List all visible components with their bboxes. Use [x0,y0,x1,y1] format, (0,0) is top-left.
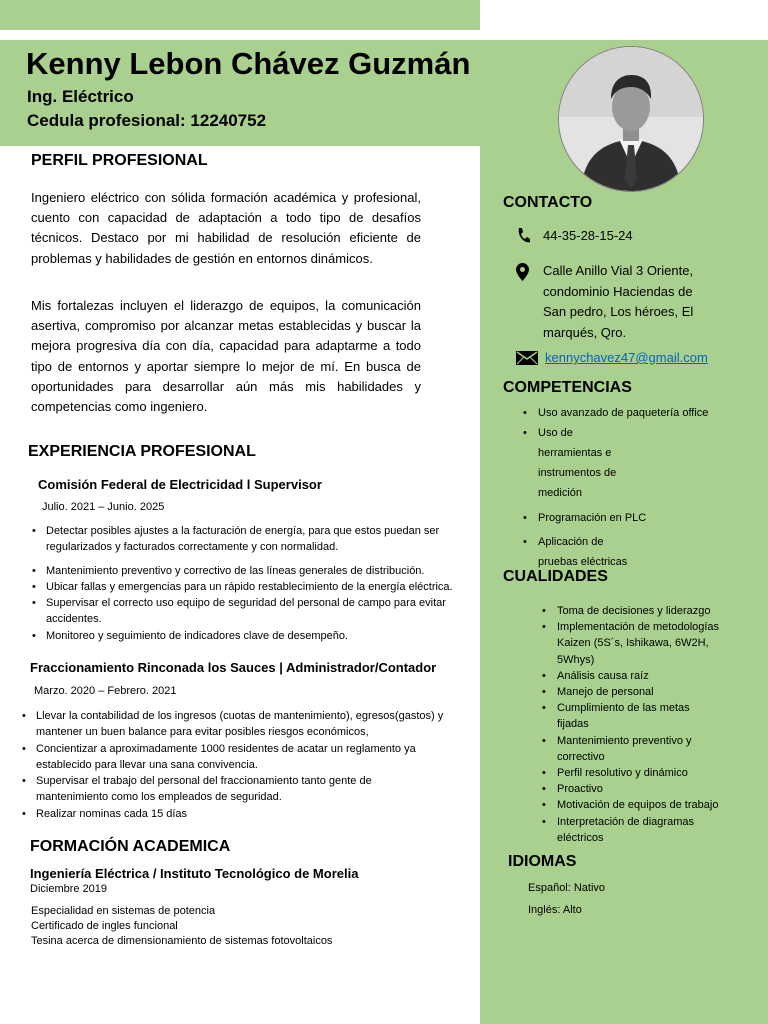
qualities-list [539,603,749,846]
profile-heading: PERFIL PROFESIONAL [31,152,208,169]
profile-paragraph-1: Ingeniero eléctrico con sólida formación académica y profesional, cuento con capacidad de adaptación a todo tipo de desafíos técnicos. Destaco por mi habilidad de resolución eficiente de problemas y habilidades de gestión en entornos dinámicos. [31,190,421,266]
profession: Ing. Eléctrico [27,87,134,106]
profile-paragraph-2: Mis fortalezas incluyen el liderazgo de equipos, la comunicación asertiva, compromiso por alcanzar metas establecidas y buscar la mejora progresiva día con día, capacidad para adaptarme a todo tipo de entornos y aportar siempre lo mejor de mí. En busca de oportunidades para desarrollar aún más mis habilidades y competencias como ingeniero. [31,298,421,415]
job-bullets-sauces [20,708,472,822]
list-item: • Análisis causa raíz [539,668,749,684]
job-title-cfe: Comisión Federal de Electricidad l Supervisor [38,477,322,492]
list-item: • Cumplimiento de las metas fijadas [539,700,749,732]
profile-photo [558,46,704,192]
job-title-sauces: Fraccionamiento Rinconada los Sauces | Administrador/Contador [30,660,437,675]
location-pin-icon [516,263,529,286]
list-item: • Ubicar fallas y emergencias para un rápido restablecimiento de la energía eléctrica. [30,579,482,595]
phone-icon [516,227,530,249]
language-item: Español: Nativo [528,882,606,894]
address-line: Calle Anillo Vial 3 Oriente, [543,263,694,278]
address-line: marqués, Qro. [543,324,627,340]
job-dates-sauces: Marzo. 2020 – Febrero. 2021 [34,685,177,697]
list-item: • Uso avanzado de paquetería office [520,403,750,423]
list-item: • Realizar nominas cada 15 días [20,806,472,822]
list-item: • Supervisar el trabajo del personal del fraccionamiento tanto gente de mantenimiento como los empleados de seguridad. [20,773,472,806]
cedula-profesional: Cedula profesional: 12240752 [27,111,267,130]
address-line: San pedro, Los héroes, El [543,304,694,319]
contact-address [543,261,693,343]
competencies-heading: COMPETENCIAS [503,379,632,396]
list-item: • Mantenimiento preventivo y correctivo [539,733,749,765]
list-item: • Manejo de personal [539,684,749,700]
list-item: • Programación en PLC [520,508,750,528]
languages-heading: IDIOMAS [508,853,577,870]
list-item: • Mantenimiento preventivo y correctivo de las líneas generales de distribución. [30,563,482,579]
envelope-icon [516,351,538,370]
education-item: Especialidad en sistemas de potencia [31,905,216,917]
contact-email-link[interactable]: kennychavez47@gmail.com [545,350,708,365]
list-item: • Interpretación de diagramas eléctricos [539,814,749,846]
education-item: Tesina acerca de dimensionamiento de sistemas fotovoltaicos [31,935,333,947]
list-item: • Proactivo [539,781,749,797]
list-item: • Supervisar el correcto uso equipo de seguridad del personal de campo para evitar accidentes. [30,595,482,628]
contact-phone: 44-35-28-15-24 [543,228,633,243]
list-item: • Monitoreo y seguimiento de indicadores clave de desempeño. [30,628,482,644]
top-accent-bar [0,0,480,30]
candidate-name: Kenny Lebon Chávez Guzmán [26,46,471,81]
job-dates-cfe: Julio. 2021 – Junio. 2025 [42,501,165,513]
competencies-list [520,403,750,572]
contact-heading: CONTACTO [503,194,593,211]
education-degree: Ingeniería Eléctrica / Instituto Tecnológico de Morelia [30,866,359,881]
list-item: • Perfil resolutivo y dinámico [539,765,749,781]
education-item: Certificado de ingles funcional [31,920,178,932]
list-item: • Implementación de metodologías Kaizen (5S´s, Ishikawa, 6W2H, 5Whys) [539,619,749,668]
list-item: • Uso de herramientas e instrumentos de medición [520,423,750,503]
education-date: Diciembre 2019 [30,883,108,895]
job-bullets-cfe [30,523,482,644]
qualities-heading: CUALIDADES [503,568,608,585]
education-heading: FORMACIÓN ACADEMICA [30,838,231,855]
list-item: • Motivación de equipos de trabajo [539,797,749,813]
address-line: condominio Haciendas de [543,283,693,299]
list-item: • Concientizar a aproximadamente 1000 residentes de acatar un reglamento ya establecido para llevar una sana convivencia. [20,741,472,774]
experience-heading: EXPERIENCIA PROFESIONAL [28,443,256,460]
list-item: • Aplicación de pruebas eléctricas [520,532,750,572]
list-item: • Detectar posibles ajustes a la facturación de energía, para que estos puedan ser regularizados y facturados correctamente y con normalidad. [30,523,482,556]
list-item: • Llevar la contabilidad de los ingresos (cuotas de mantenimiento), egresos(gastos) y mantener un buen balance para evitar posibles riesgos económicos, [20,708,472,741]
language-item: Inglés: Alto [528,904,582,916]
list-item: • Toma de decisiones y liderazgo [539,603,749,619]
